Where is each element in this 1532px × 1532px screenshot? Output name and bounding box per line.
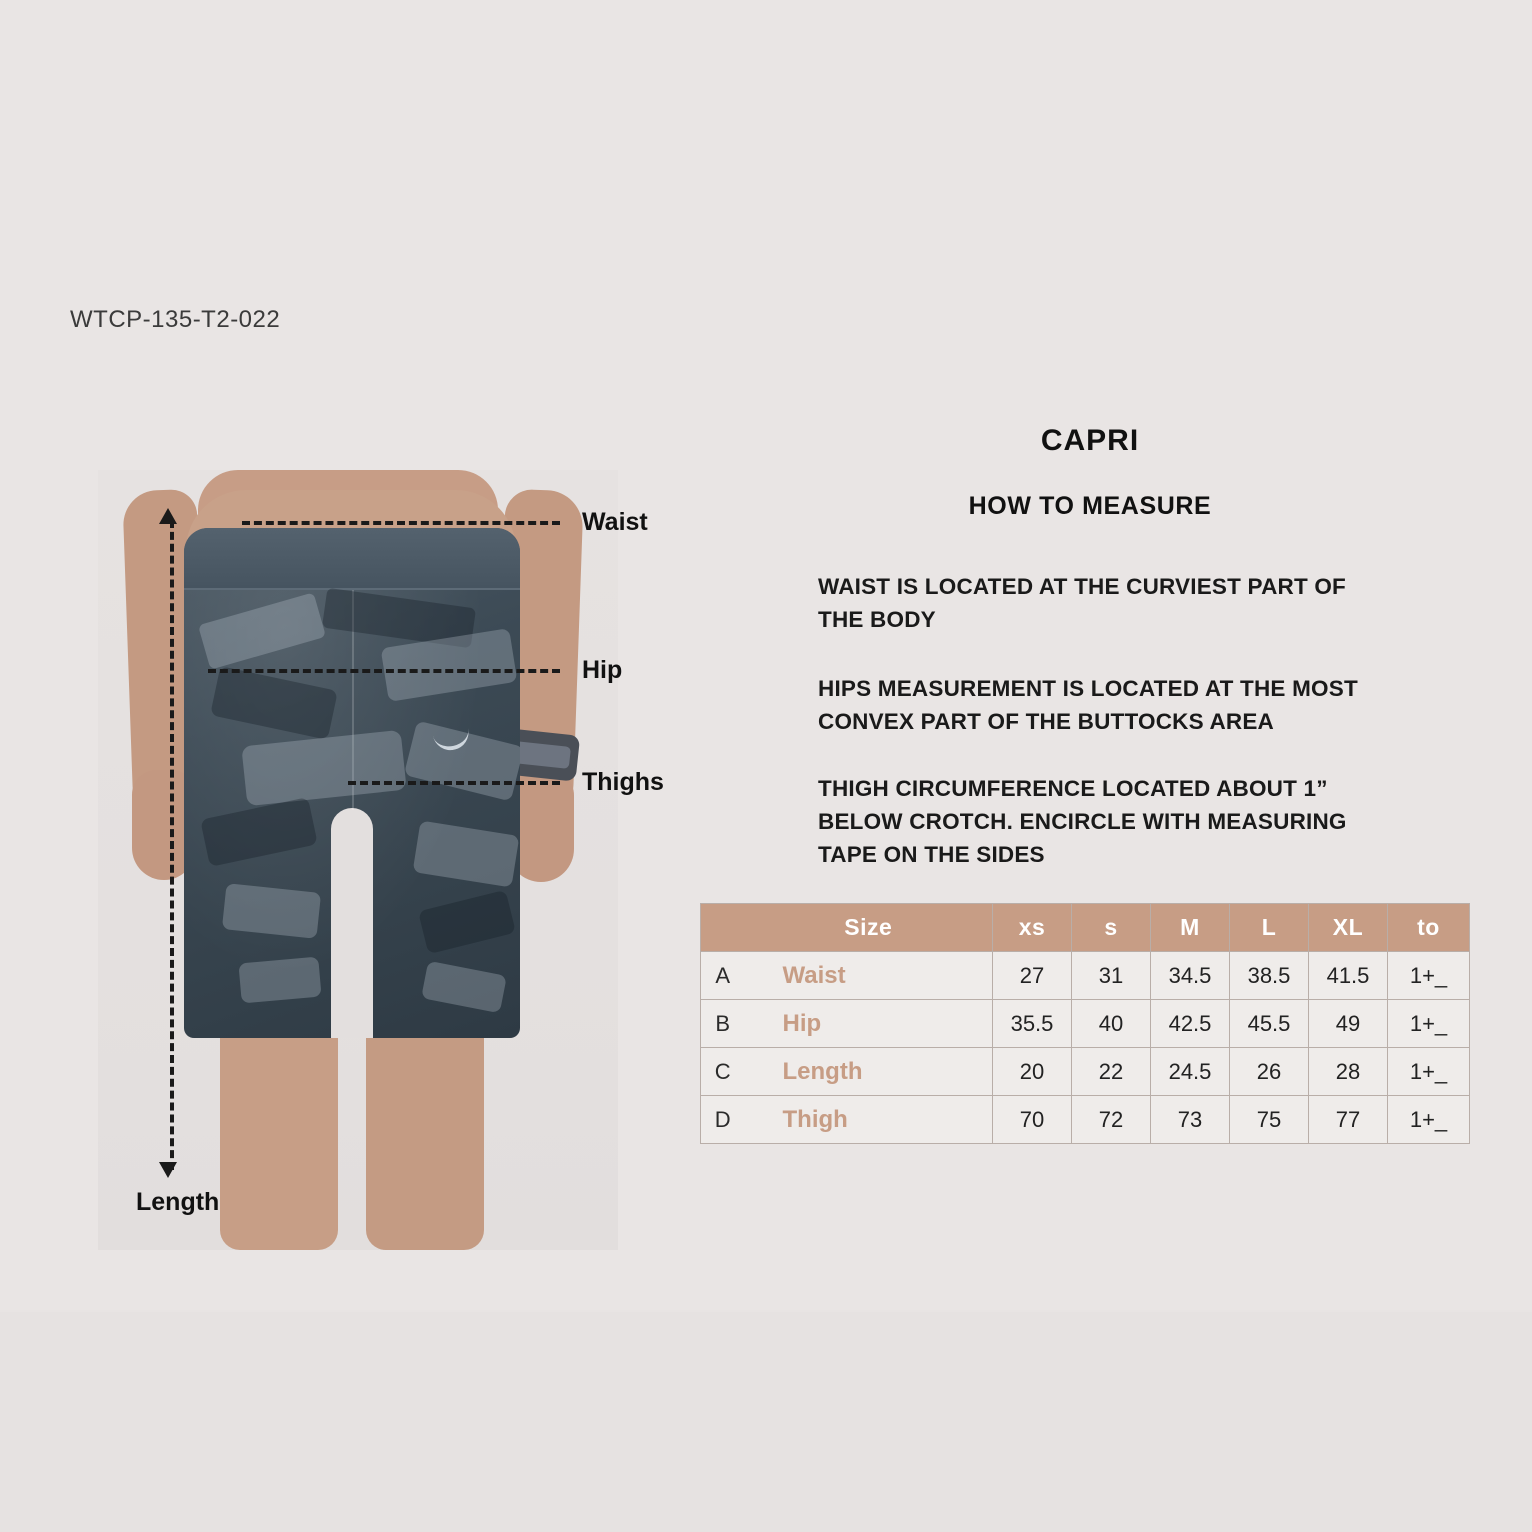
row-name: Hip (745, 1000, 993, 1048)
row-value-s: 40 (1072, 1000, 1151, 1048)
camo-patch (413, 820, 520, 887)
row-value-m: 24.5 (1151, 1048, 1230, 1096)
instruction-waist: WAIST IS LOCATED AT THE CURVIEST PART OF THE BODY (818, 574, 1347, 632)
row-value-l: 38.5 (1230, 952, 1309, 1000)
instruction-hips: HIPS MEASUREMENT IS LOCATED AT THE MOST CONVEX PART OF THE BUTTOCKS AREA (818, 676, 1358, 734)
row-letter: A (701, 952, 745, 1000)
row-value-m: 73 (1151, 1096, 1230, 1144)
garment-waistband (184, 528, 520, 590)
table-row (701, 1048, 1470, 1096)
camo-patch (198, 592, 326, 669)
row-value-s: 72 (1072, 1096, 1151, 1144)
row-value-m: 34.5 (1151, 952, 1230, 1000)
header-to: to (1388, 904, 1470, 952)
row-name: Waist (745, 952, 993, 1000)
hip-label: Hip (582, 656, 623, 684)
table-row (701, 1000, 1470, 1048)
row-value-xl: 49 (1309, 1000, 1388, 1048)
row-letter: C (701, 1048, 745, 1096)
row-value-xs: 35.5 (993, 1000, 1072, 1048)
row-value-l: 75 (1230, 1096, 1309, 1144)
row-value-xl: 77 (1309, 1096, 1388, 1144)
header-xs: xs (993, 904, 1072, 952)
row-name: Thigh (745, 1096, 993, 1144)
length-arrow-top-icon (159, 508, 177, 524)
row-value-xs: 20 (993, 1048, 1072, 1096)
header-size: Size (745, 904, 993, 952)
row-value-m: 42.5 (1151, 1000, 1230, 1048)
camo-patch (421, 961, 507, 1014)
length-guide-line (170, 520, 174, 1170)
table-header-row (701, 904, 1470, 952)
size-chart-table (700, 903, 1470, 1144)
bottom-band (0, 1312, 1532, 1532)
length-arrow-bottom-icon (159, 1162, 177, 1178)
row-value-xs: 27 (993, 952, 1072, 1000)
product-photo (98, 470, 618, 1250)
camo-patch (418, 890, 516, 954)
row-value-to: 1+_ (1388, 952, 1470, 1000)
header-letter (701, 904, 745, 952)
header-xl: XL (1309, 904, 1388, 952)
hip-guide-line (208, 669, 560, 673)
row-value-xs: 70 (993, 1096, 1072, 1144)
header-s: s (1072, 904, 1151, 952)
instruction-thigh: THIGH CIRCUMFERENCE LOCATED ABOUT 1” BELOW CROTCH. ENCIRCLE WITH MEASURING TAPE ON THE SIDES (818, 776, 1347, 867)
table-row (701, 1096, 1470, 1144)
row-value-l: 45.5 (1230, 1000, 1309, 1048)
row-name: Length (745, 1048, 993, 1096)
camo-patch (222, 883, 321, 939)
waist-guide-line (242, 521, 560, 525)
table-row (701, 952, 1470, 1000)
camo-patch (200, 797, 318, 867)
row-value-s: 22 (1072, 1048, 1151, 1096)
camo-patch (238, 957, 321, 1004)
row-letter: D (701, 1096, 745, 1144)
row-value-xl: 28 (1309, 1048, 1388, 1096)
thighs-label: Thighs (582, 768, 664, 796)
header-m: M (1151, 904, 1230, 952)
row-value-to: 1+_ (1388, 1000, 1470, 1048)
row-value-s: 31 (1072, 952, 1151, 1000)
row-value-xl: 41.5 (1309, 952, 1388, 1000)
how-to-measure-heading: HOW TO MEASURE (968, 492, 1212, 520)
thighs-guide-line (348, 781, 560, 785)
row-value-to: 1+_ (1388, 1048, 1470, 1096)
row-value-l: 26 (1230, 1048, 1309, 1096)
camo-patch (381, 628, 518, 702)
page-title: CAPRI (1040, 424, 1140, 457)
waist-label: Waist (582, 508, 648, 536)
sku-code: WTCP-135-T2-022 (70, 306, 281, 333)
length-label: Length (136, 1188, 220, 1216)
row-letter: B (701, 1000, 745, 1048)
header-l: L (1230, 904, 1309, 952)
row-value-to: 1+_ (1388, 1096, 1470, 1144)
camo-patch (241, 730, 406, 806)
camo-patch (210, 666, 338, 740)
